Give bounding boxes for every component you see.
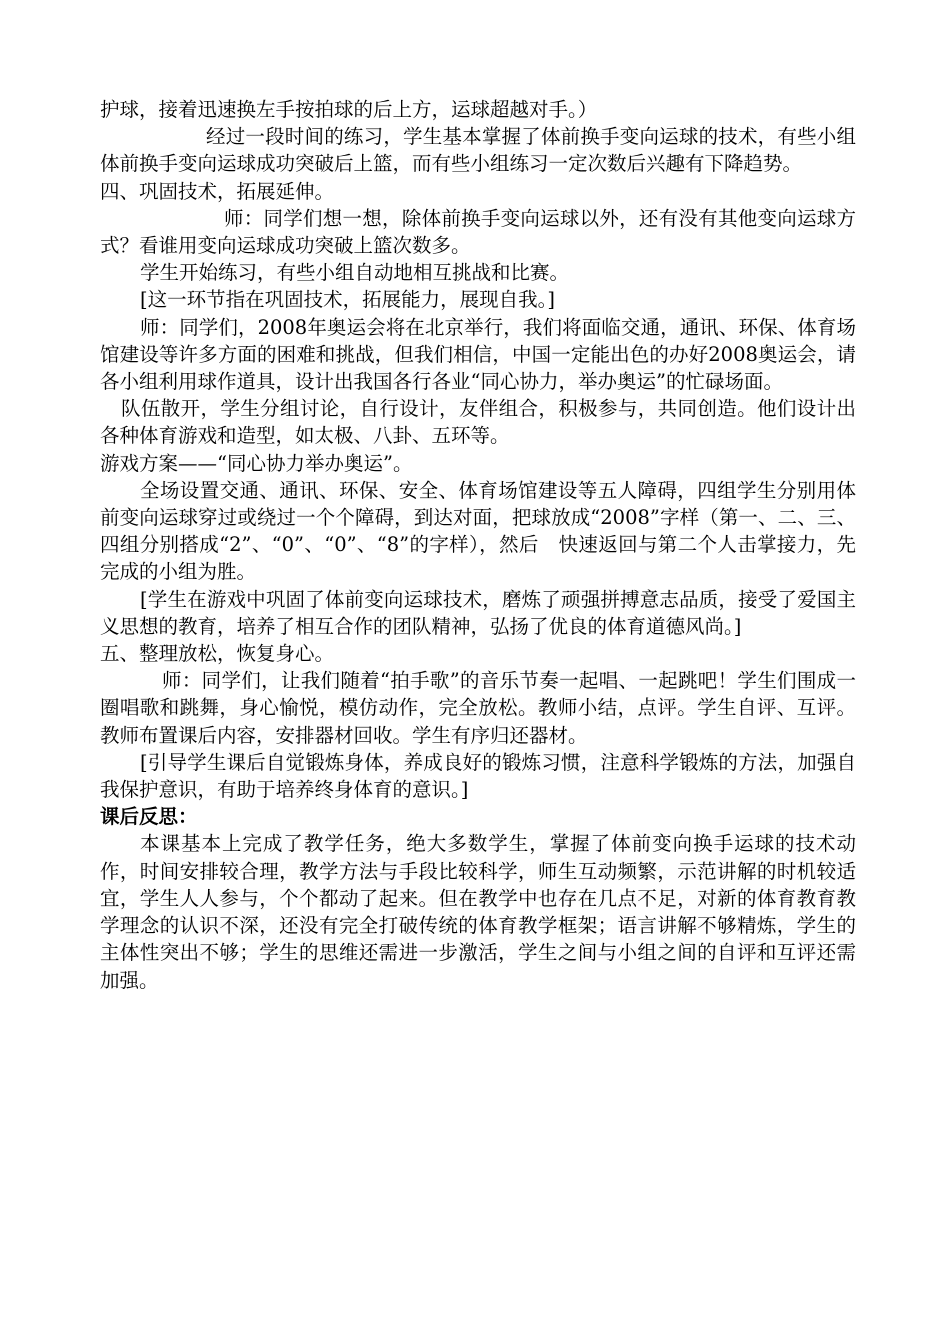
bracket-note: [引导学生课后自觉锻炼身体，养成良好的锻炼习惯，注意科学锻炼的方法，加强自我保护意识，有助于培养终身体育的意识。] [100,750,856,802]
paragraph: 全场设置交通、通讯、环保、安全、体育场馆建设等五人障碍，四组学生分别用体前变向运球穿过或绕过一个个障碍，到达对面，把球放成“2008”字样（第一、二、三、四组分别搭成“2”、“0”、“0”、“8”的字样），然后 快速返回与第二个人击掌接力，先完成的小组为胜。 [100,478,856,584]
reflection-paragraph: 本课基本上完成了教学任务，绝大多数学生，掌握了体前变向换手运球的技术动作，时间安排较合理，教学方法与手段比较科学，师生互动频繁，示范讲解的时机较适宜，学生人人参与，个个都动了起来。但在教学中也存在几点不足，对新的体育教育教学理念的认识不深，还没有完全打破传统的体育教学框架；语言讲解不够精炼，学生的主体性突出不够；学生的思维还需进一步激活，学生之间与小组之间的自评和互评还需加强。 [100,832,856,992]
bracket-note: [学生在游戏中巩固了体前变向运球技术，磨炼了顽强拼搏意志品质，接受了爱国主义思想的教育，培养了相互合作的团队精神，弘扬了优良的体育道德风尚。] [100,587,856,638]
paragraph: 队伍散开，学生分组讨论，自行设计，友伴组合，积极参与，共同创造。他们设计出各种体育游戏和造型，如太极、八卦、五环等。 [100,397,856,448]
paragraph: 护球，接着迅速换左手按拍球的后上方，运球超越对手。） [100,98,598,121]
teacher-dialogue: 师：同学们，让我们随着“拍手歌”的音乐节奏一起唱、一起跳吧！学生们围成一圈唱歌和跳舞，身心愉悦，模仿动作，完全放松。教师小结，点评。学生自评、互评。教师布置课后内容，安排器材回收。学生有序归还器材。 [100,669,856,747]
teacher-dialogue: 师：同学们想一想，除体前换手变向运球以外，还有没有其他变向运球方式？看谁用变向运球成功突破上篮次数多。 [100,206,856,258]
document-body [100,96,856,994]
section-heading: 五、整理放松，恢复身心。 [100,642,335,666]
paragraph: 学生开始练习，有些小组自动地相互挑战和比赛。 [140,261,570,285]
reflection-heading: 课后反思： [100,805,198,829]
bracket-note: [这一环节指在巩固技术，拓展能力，展现自我。] [140,288,555,312]
paragraph: 经过一段时间的练习，学生基本掌握了体前换手变向运球的技术，有些小组体前换手变向运球成功突破后上篮，而有些小组练习一定次数后兴趣有下降趋势。 [100,125,856,176]
paragraph: 游戏方案——“同心协力举办奥运”。 [100,451,413,475]
section-heading: 四、巩固技术，拓展延伸。 [100,179,335,203]
teacher-dialogue: 师：同学们，2008年奥运会将在北京举行，我们将面临交通，通讯、环保、体育场馆建设等许多方面的困难和挑战，但我们相信，中国一定能出色的办好2008奥运会，请各小组利用球作道具，设计出我国各行各业“同心协力，举办奥运”的忙碌场面。 [100,315,856,394]
